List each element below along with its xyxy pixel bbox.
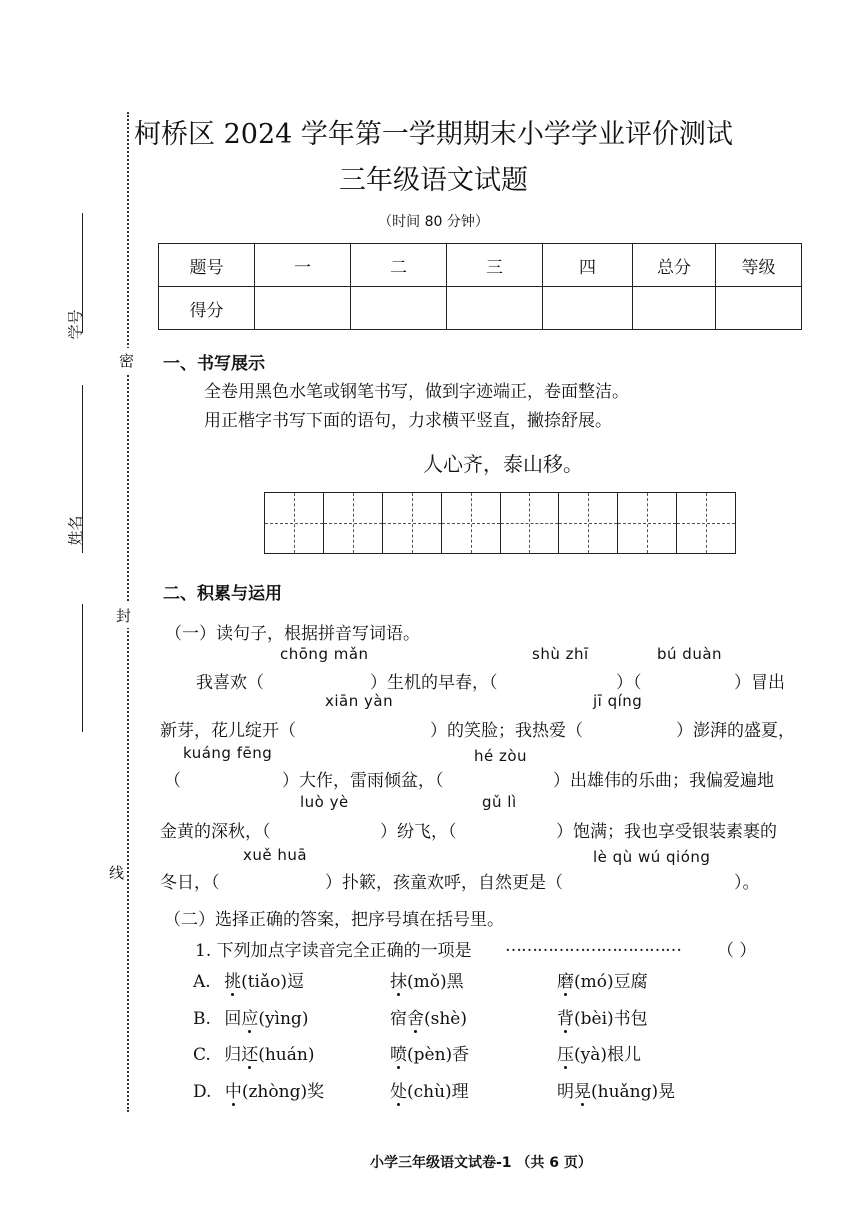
option-dotted-char: 应 — [241, 1009, 259, 1029]
passage-line1d: ）冒出 — [734, 673, 785, 693]
option-b[interactable] — [193, 1004, 308, 1029]
option-d[interactable] — [193, 1077, 324, 1102]
option-word-rest: (yà)根儿 — [574, 1045, 642, 1065]
option-d-word-2 — [390, 1077, 469, 1102]
score-header-cell: 一 — [255, 244, 351, 287]
passage-line1a: 我喜欢（ — [196, 673, 264, 693]
option-c-word-2 — [390, 1040, 469, 1065]
option-dotted-char: 舍 — [407, 1009, 424, 1029]
option-word-rest: (zhòng)奖 — [241, 1082, 325, 1102]
score-cell — [543, 287, 633, 330]
writing-cell[interactable] — [442, 493, 501, 553]
writing-grid[interactable] — [264, 492, 736, 554]
student-id-label: 学号 — [66, 309, 85, 340]
option-dotted-char: 背 — [557, 1009, 574, 1029]
option-dotted-char: 喷 — [390, 1045, 407, 1065]
pinyin-shu-zhi: shù zhī — [532, 645, 589, 663]
option-word-rest: (huán) — [258, 1045, 315, 1065]
passage-line3c: ）出雄伟的乐曲；我偏爱遍地 — [553, 771, 774, 791]
score-table-score-row — [159, 287, 802, 330]
passage-line5b: ）扑簌，孩童欢呼，自然更是（ — [325, 873, 563, 893]
passage-line5c: ）。 — [734, 873, 760, 893]
option-d-word-3 — [557, 1077, 675, 1102]
option-dotted-char: 磨 — [557, 972, 574, 992]
option-b-word-3 — [557, 1004, 648, 1029]
passage-line2b: ）的笑脸；我热爱（ — [430, 721, 583, 741]
passage-line2c: ）澎湃的盛夏， — [676, 721, 795, 741]
option-dotted-char: 压 — [557, 1045, 574, 1065]
exam-title: 柯桥区 2024 学年第一学期期末小学学业评价测试 — [134, 119, 733, 150]
option-word-rest: (yìng) — [258, 1009, 309, 1029]
option-word-rest: (tiǎo)逗 — [241, 972, 304, 992]
binding-char-mi: 密 — [119, 348, 134, 373]
option-word-prefix: 宿 — [390, 1009, 407, 1029]
writing-cell[interactable] — [383, 493, 442, 553]
option-c-word-3 — [557, 1040, 641, 1065]
writing-cell[interactable] — [618, 493, 677, 553]
option-label: C. — [193, 1045, 211, 1065]
option-a-word-2 — [390, 967, 464, 992]
pinyin-le-qu-wu-qiong: lè qù wú qióng — [593, 848, 711, 866]
pinyin-xian-yan: xiān yàn — [325, 692, 394, 710]
score-header-cell: 等级 — [716, 244, 802, 287]
passage-line4a: 金黄的深秋，（ — [160, 822, 271, 842]
writing-cell[interactable] — [501, 493, 560, 553]
proverb: 人心齐，泰山移。 — [423, 452, 583, 476]
pinyin-luo-ye: luò yè — [300, 793, 349, 811]
option-label: B. — [193, 1009, 211, 1029]
option-c[interactable] — [193, 1040, 314, 1065]
pinyin-xue-hua: xuě huā — [243, 846, 308, 864]
class-underline — [82, 604, 83, 732]
passage-line4c: ）饱满；我也享受银装素裹的 — [556, 822, 777, 842]
score-header-cell: 题号 — [159, 244, 255, 287]
option-a-word-3 — [557, 967, 648, 992]
option-word-rest: (shè) — [424, 1009, 467, 1029]
score-header-cell: 三 — [447, 244, 543, 287]
binding-char-feng: 封 — [116, 603, 131, 628]
score-table — [158, 243, 802, 330]
part2-heading: （二）选择正确的答案，把序号填在括号里。 — [164, 910, 504, 930]
passage-line3a: （ — [164, 771, 181, 791]
option-dotted-char: 还 — [241, 1045, 259, 1065]
option-dotted-char: 中 — [224, 1082, 242, 1102]
writing-cell[interactable] — [324, 493, 383, 553]
option-word-rest: (mó)豆腐 — [574, 972, 648, 992]
option-b-word-2 — [390, 1004, 467, 1029]
score-header-cell: 四 — [543, 244, 633, 287]
writing-cell[interactable] — [677, 493, 735, 553]
option-word-rest: (bèi)书包 — [574, 1009, 648, 1029]
passage-line4b: ）纷飞，（ — [380, 822, 457, 842]
option-dotted-char: 挑 — [224, 972, 242, 992]
pinyin-gu-li: gǔ lì — [482, 793, 517, 811]
exam-subtitle: 三年级语文试题 — [339, 165, 528, 196]
writing-cell[interactable] — [559, 493, 618, 553]
score-cell — [255, 287, 351, 330]
question-1-leader-dots: …………………………… — [505, 936, 681, 956]
option-word-rest: (huǎng)晃 — [591, 1082, 676, 1102]
exam-time: （时间 80 分钟） — [378, 214, 489, 230]
part1-heading: （一）读句子，根据拼音写词语。 — [165, 624, 420, 644]
passage-line2a: 新芽，花儿绽开（ — [160, 721, 296, 741]
option-word-prefix: 明 — [557, 1082, 574, 1102]
question-1: 1. 下列加点字读音完全正确的一项是 — [195, 941, 472, 961]
writing-cell[interactable] — [265, 493, 324, 553]
pinyin-he-zou: hé zòu — [474, 747, 528, 765]
option-word-prefix: 归 — [224, 1045, 242, 1065]
score-header-cell: 二 — [351, 244, 447, 287]
question-1-answer-bracket[interactable]: （ ） — [717, 941, 757, 961]
option-label: A. — [193, 972, 211, 992]
option-a[interactable] — [193, 967, 304, 992]
page-footer: 小学三年级语文试卷-1 （共 6 页） — [370, 1155, 592, 1171]
option-word-prefix: 回 — [224, 1009, 242, 1029]
name-label: 姓名 — [66, 515, 85, 546]
option-label: D. — [193, 1082, 212, 1102]
score-table-header-row — [159, 244, 802, 287]
score-cell — [633, 287, 716, 330]
score-cell — [447, 287, 543, 330]
pinyin-ji-qing: jī qíng — [593, 692, 643, 710]
score-header-cell: 总分 — [633, 244, 716, 287]
section1-instruction-1: 全卷用黑色水笔或钢笔书写，做到字迹端正，卷面整洁。 — [204, 382, 629, 402]
pinyin-bu-duan: bú duàn — [657, 645, 723, 663]
passage-line5a: 冬日，（ — [160, 873, 220, 893]
option-word-rest: (mǒ)黑 — [407, 972, 464, 992]
passage-line1b: ）生机的早春，（ — [370, 673, 498, 693]
option-dotted-char: 晃 — [574, 1082, 591, 1102]
section1-heading: 一、书写展示 — [163, 354, 265, 374]
section1-instruction-2: 用正楷字书写下面的语句，力求横平竖直，撇捺舒展。 — [204, 411, 612, 431]
score-row-label: 得分 — [159, 287, 255, 330]
score-cell — [716, 287, 802, 330]
option-word-rest: (chù)理 — [407, 1082, 469, 1102]
option-word-rest: (pèn)香 — [407, 1045, 470, 1065]
score-cell — [351, 287, 447, 330]
passage-line3b: ）大作，雷雨倾盆，（ — [282, 771, 444, 791]
pinyin-kuang-feng: kuáng fēng — [183, 744, 273, 762]
binding-char-xian: 线 — [109, 860, 124, 885]
option-dotted-char: 抹 — [390, 972, 407, 992]
passage-line1c: ）（ — [616, 673, 642, 693]
pinyin-chong-man: chōng mǎn — [280, 645, 369, 663]
section2-heading: 二、积累与运用 — [163, 584, 282, 604]
option-dotted-char: 处 — [390, 1082, 407, 1102]
